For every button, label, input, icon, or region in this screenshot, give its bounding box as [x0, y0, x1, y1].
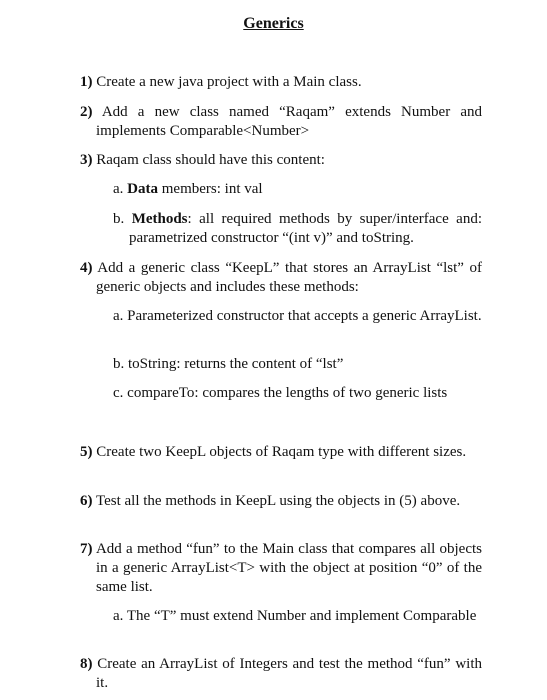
- item-text: Add a generic class “KeepL” that stores an ArrayList “lst” of generic objects and includes these methods:: [92, 260, 482, 295]
- item-text: Create an ArrayList of Integers and test the method “fun” with it.: [92, 656, 482, 691]
- list-item-3: [80, 151, 482, 170]
- item-text: Add a new class named “Raqam” extends Number and implements Comparable<Number>: [92, 104, 482, 139]
- sub-item-7a: [113, 607, 482, 626]
- item-text: Raqam class should have this content:: [92, 152, 325, 168]
- list-item-7: [80, 540, 482, 597]
- item-number: 2): [80, 104, 93, 120]
- item-number: 7): [80, 541, 93, 557]
- item-number: 5): [80, 444, 93, 460]
- sub-item-4b: [113, 355, 482, 374]
- item-number: 4): [80, 260, 93, 276]
- list-item-4: [80, 259, 482, 297]
- list-item-6: [80, 492, 482, 511]
- sub-item-3b: [113, 210, 482, 248]
- sub-text: b. toString: returns the content of “lst”: [113, 356, 344, 372]
- sub-label: a.: [113, 181, 128, 197]
- page-title: Generics: [243, 15, 304, 32]
- sub-text: a. Parameterized constructor that accepts a generic ArrayList.: [113, 308, 482, 324]
- sub-bold-term: Methods: [131, 211, 188, 227]
- item-number: 1): [80, 74, 93, 90]
- list-item-1: [80, 73, 482, 92]
- item-text: Create two KeepL objects of Raqam type with different sizes.: [92, 444, 467, 460]
- list-item-8: [80, 655, 482, 693]
- item-number: 8): [80, 656, 93, 672]
- sub-text: : all required methods by super/interface and: parametrized constructor “(int v)” and toString.: [129, 211, 483, 246]
- sub-label: b.: [113, 211, 132, 227]
- sub-text: members: int val: [158, 181, 263, 197]
- sub-item-3a: [113, 180, 482, 199]
- list-item-5: [80, 443, 482, 462]
- sub-text: c. compareTo: compares the lengths of two generic lists: [113, 385, 448, 401]
- item-text: Create a new java project with a Main class.: [92, 74, 362, 90]
- sub-item-4c: [113, 384, 482, 403]
- sub-text: a. The “T” must extend Number and implement Comparable: [113, 608, 477, 624]
- item-text: Test all the methods in KeepL using the objects in (5) above.: [92, 493, 461, 509]
- item-text: Add a method “fun” to the Main class that compares all objects in a generic ArrayList<T> with the object at position “0” of the same list.: [92, 541, 482, 595]
- item-number: 3): [80, 152, 93, 168]
- sub-bold-term: Data: [127, 181, 158, 197]
- list-item-2: [80, 103, 482, 141]
- sub-item-4a: [113, 307, 482, 326]
- item-number: 6): [80, 493, 93, 509]
